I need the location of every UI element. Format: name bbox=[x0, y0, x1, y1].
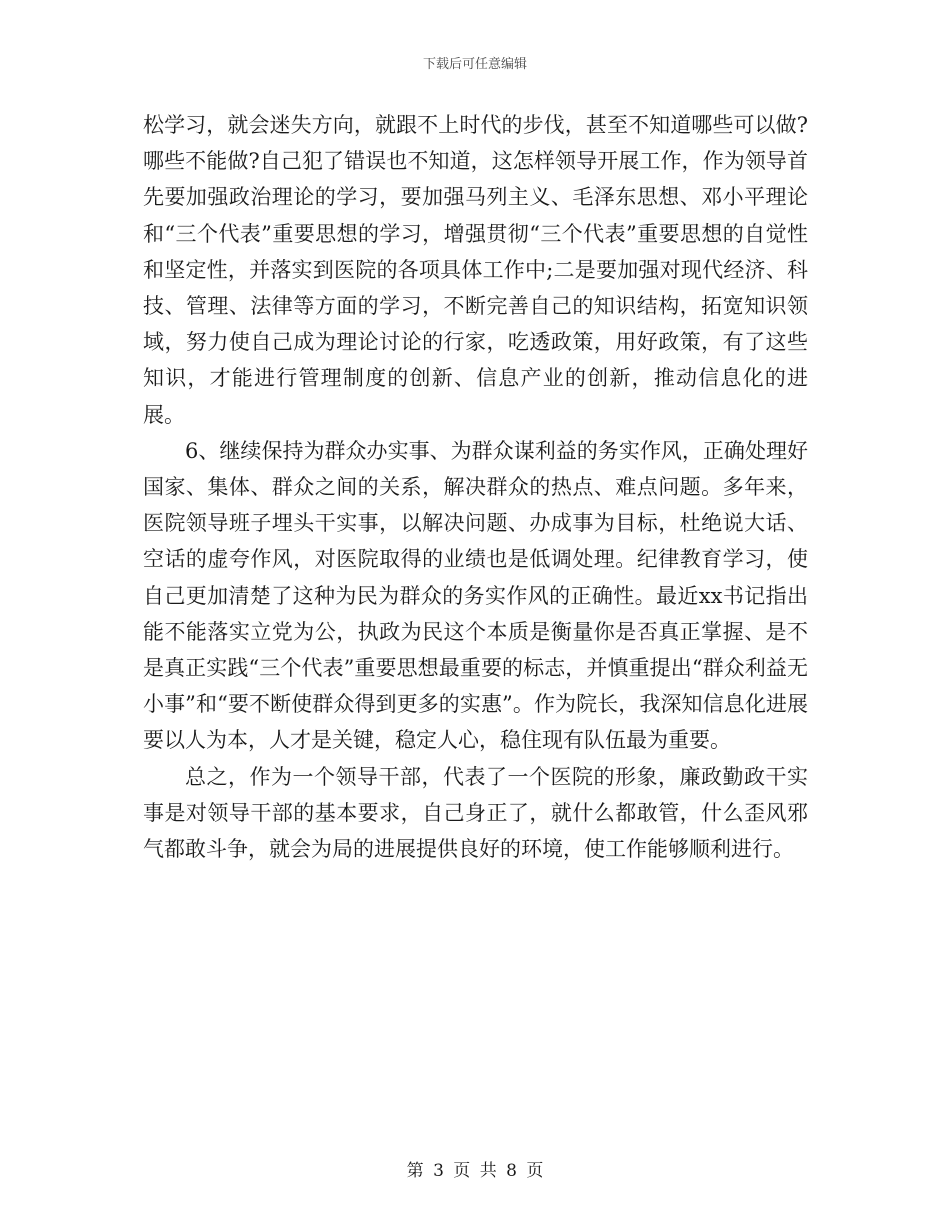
paragraph-item-6: 6、继续保持为群众办实事、为群众谋利益的务实作风，正确处理好国家、集体、群众之间的关系，解决群众的热点、难点问题。多年来，医院领导班子埋头干实事，以解决问题、办成事为目标，杜绝说大话、空话的虚夸作风，对医院取得的业绩也是低调处理。纪律教育学习，使自己更加清楚了这种为民为群众的务实作风的正确性。最近xx书记指出能不能落实立党为公，执政为民这个本质是衡量你是否真正掌握、是不是真正实践“三个代表”重要思想最重要的标志，并慎重提出“群众利益无小事”和“要不断使群众得到更多的实惠”。作为院长，我深知信息化进展要以人为本，人才是关键，稳定人心，稳住现有队伍最为重要。 bbox=[143, 438, 808, 753]
page-number: 第 3 页 共 8 页 bbox=[406, 1161, 544, 1181]
paragraph-conclusion: 总之，作为一个领导干部，代表了一个医院的形象，廉政勤政干实事是对领导干部的基本要求，自己身正了，就什么都敢管，什么歪风邪气都敢斗争，就会为局的进展提供良好的环境，使工作能够顺利进行。 bbox=[143, 764, 808, 862]
document-body bbox=[143, 107, 808, 867]
paragraph-continued: 松学习，就会迷失方向，就跟不上时代的步伐，甚至不知道哪些可以做?哪些不能做?自己犯了错误也不知道，这怎样领导开展工作，作为领导首先要加强政治理论的学习，要加强马列主义、毛泽东思想、邓小平理论和“三个代表”重要思想的学习，增强贯彻“三个代表”重要思想的自觉性和坚定性，并落实到医院的各项具体工作中;二是要加强对现代经济、科技、管理、法律等方面的学习，不断完善自己的知识结构，拓宽知识领域，努力使自己成为理论讨论的行家，吃透政策，用好政策，有了这些知识，才能进行管理制度的创新、信息产业的创新，推动信息化的进展。 bbox=[143, 113, 808, 427]
page-header: 下载后可任意编辑 bbox=[422, 57, 527, 72]
